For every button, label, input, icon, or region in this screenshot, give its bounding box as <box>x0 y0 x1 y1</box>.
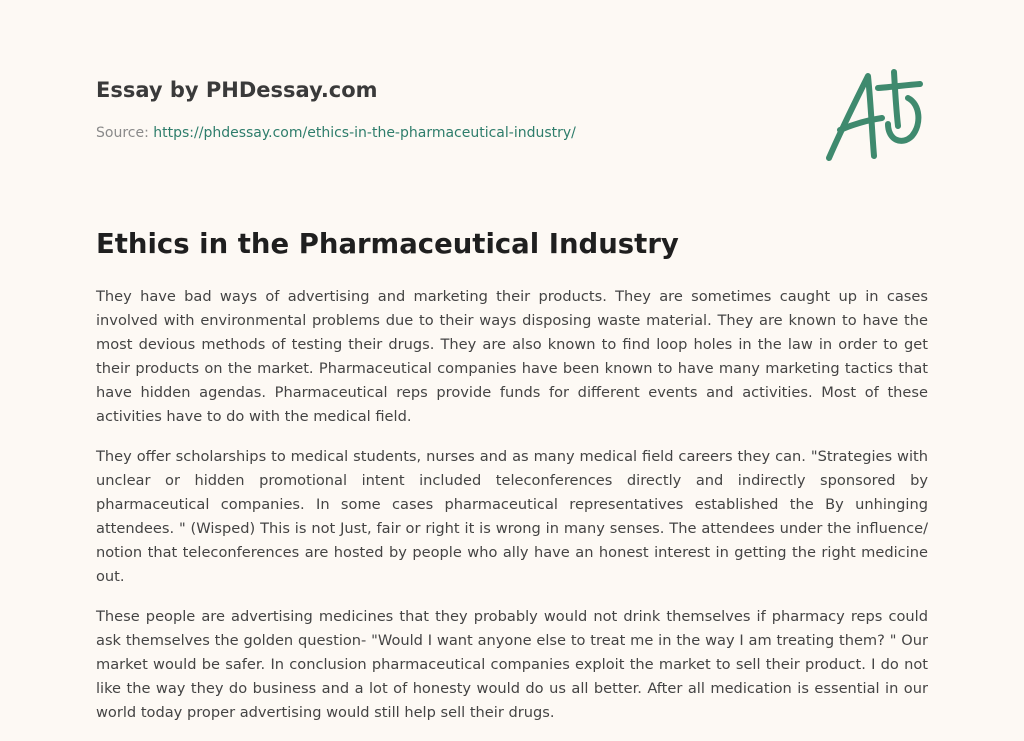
essay-title: Ethics in the Pharmaceutical Industry <box>96 228 679 260</box>
essay-paragraph: These people are advertising medicines that they probably would not drink themselves if pharmacy reps could ask themselves the golden question- "Would I want anyone else to treat me in the way I am treating them? " Our market would be safer. In conclusion pharmaceutical companies exploit the market to sell their product. I do not like the way they do business and a lot of honesty would do us all better. After all medication is essential in our world today proper advertising would still help sell their drugs. <box>96 608 928 721</box>
source-label: Source: <box>96 125 149 141</box>
essay-body <box>96 285 928 741</box>
site-title: Essay by PHDessay.com <box>96 78 378 102</box>
essay-paragraph: They have bad ways of advertising and marketing their products. They are sometimes caught up in cases involved with environmental problems due to their ways disposing waste material. They are known to have the most devious methods of testing their drugs. They are also known to find loop holes in the law in order to get their products on the market. Pharmaceutical companies have been known to have many marketing tactics that have hidden agendas. Pharmaceutical reps provide funds for different events and activities. Most of these activities have to do with the medical field. <box>96 288 928 425</box>
essay-paragraph: They offer scholarships to medical students, nurses and as many medical field careers they can. "Strategies with unclear or hidden promotional intent included teleconferences directly and indirectly sponsored by pharmaceutical companies. In some cases pharmaceutical representatives established the By unhinging attendees. " (Wisped) This is not Just, fair or right it is wrong in many senses. The attendees under the influence/ notion that teleconferences are hosted by people who ally have an honest interest in getting the right medicine out. <box>96 448 928 585</box>
source-line <box>96 123 716 143</box>
source-link[interactable]: https://phdessay.com/ethics-in-the-pharmaceutical-industry/ <box>153 125 576 141</box>
page-header <box>96 76 716 143</box>
a-plus-grade-logo-icon <box>822 66 930 166</box>
